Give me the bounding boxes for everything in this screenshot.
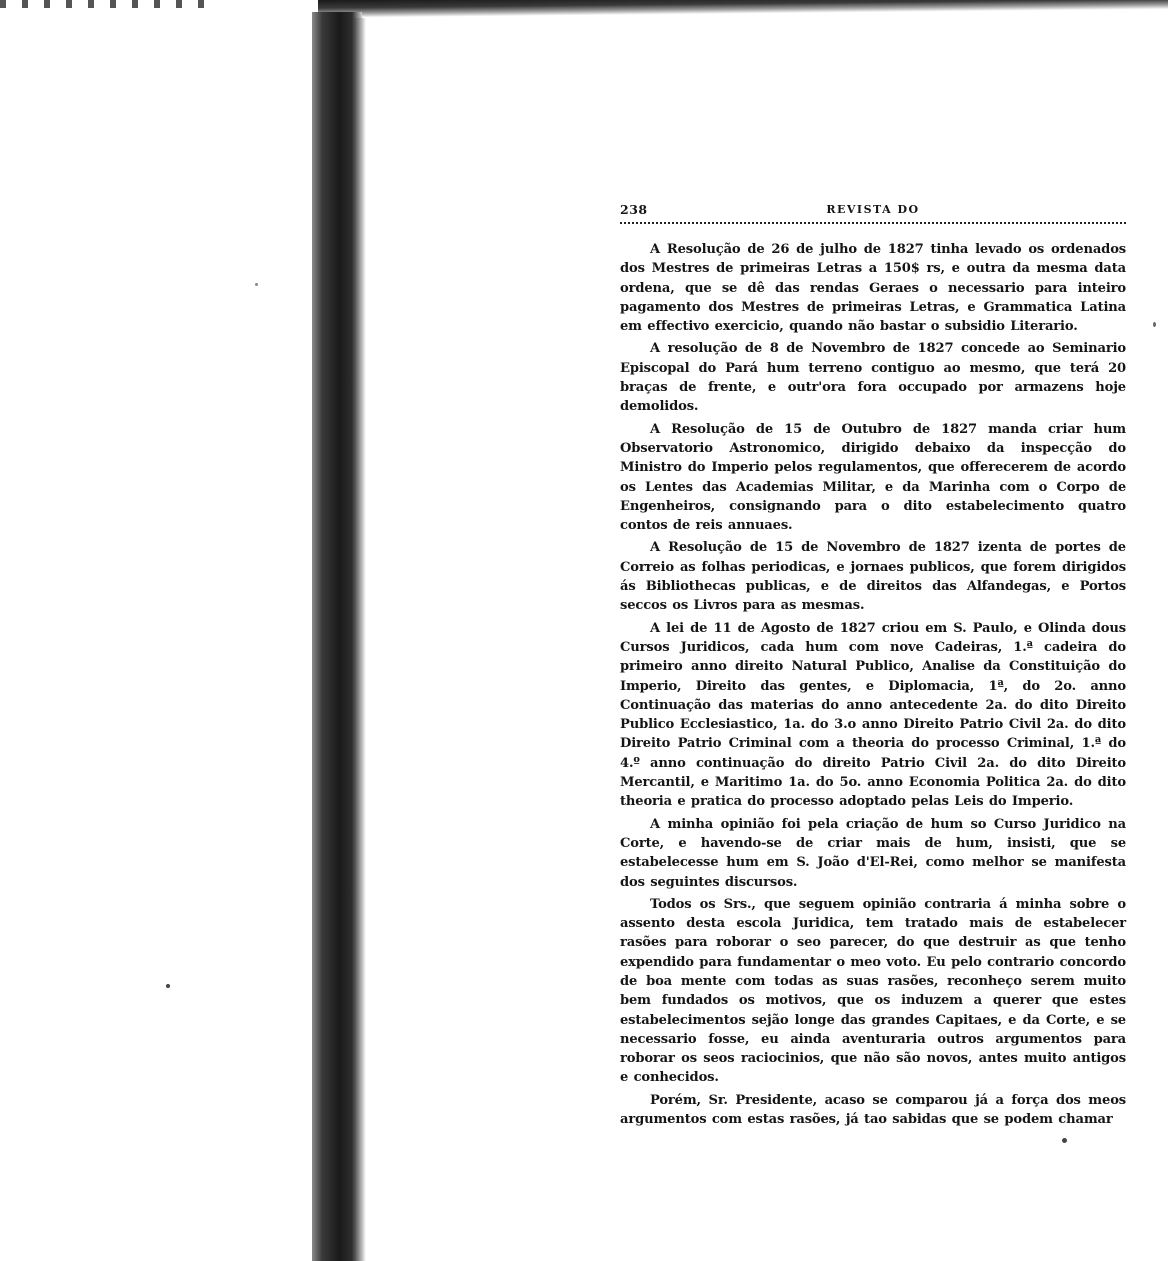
paragraph: Porém, Sr. Presidente, acaso se comparou já a força dos meos argumentos com estas rasões, já tao sabidas que se podem chamar (620, 1092, 1126, 1128)
paragraph: A lei de 11 de Agosto de 1827 criou em S. Paulo, e Olinda dous Cursos Juridicos, cada hum com nove Cadeiras, 1.ª cadeira do primeiro anno direito Natural Publico, Analise da Constituição do Imperio, Direito das gentes, e Diplomacia, 1ª, do 2o. anno Continuação das materias do anno antecedente 2a. do dito Direito Publico Ecclesiastico, 1a. do 3.o anno Direito Patrio Civil 2a. do dito Direito Patrio Criminal com a theoria do processo Criminal, 1.ª do 4.º anno continuação do direito Patrio Civil 2a. do dito Direito Mercantil, e Maritimo 1a. do 5o. anno Economia Politica 2a. do dito theoria e pratica do processo adoptado pelas Leis do Imperio. (620, 620, 1126, 810)
paragraph: A Resolução de 15 de Outubro de 1827 manda criar hum Observatorio Astronomico, dirigido debaixo da inspecção do Ministro do Imperio pelos regulamentos, que offerecerem de acordo os Lentes das Academias Militar, e da Marinha com o Corpo de Engenheiros, consignando para o dito estabelecimento quatro contos de reis annuaes. (620, 421, 1126, 534)
page-text-block (620, 200, 1126, 1132)
scan-edge-marks (0, 0, 220, 8)
dust-speck (255, 283, 258, 286)
running-head (620, 200, 1126, 220)
paragraph: Todos os Srs., que seguem opinião contraria á minha sobre o assento desta escola Juridica, tem tratado mais de estabelecer rasões para roborar o seo parecer, do que destruir as que tenho expendido para fundamentar o meo voto. Eu pelo contrario concordo de boa mente com todas as suas rasões, reconheço serem muito bem fundados os motivos, que os induzem a querer que estes estabelecimentos sejão longe das grandes Capitaes, e da Corte, e se necessario fosse, eu ainda aventuraria outros argumentos para roborar os seos raciocinios, que não são novos, antes muito antigos e conhecidos. (620, 896, 1126, 1086)
dust-speck (1062, 1138, 1067, 1143)
gutter-shadow (354, 18, 366, 1261)
paragraph: A Resolução de 26 de julho de 1827 tinha levado os ordenados dos Mestres de primeiras Letras a 150$ rs, e outra da mesma data ordena, que se dê das rendas Geraes o necessario para inteiro pagamento dos Mestres de primeiras Letras, e Grammatica Latina em effectivo exercicio, quando não bastar o subsidio Literario. (620, 242, 1126, 335)
paragraph: A Resolução de 15 de Novembro de 1827 izenta de portes de Correio as folhas periodicas, e jornaes publicos, que forem dirigidos ás Bibliothecas publicas, e de direitos das Alfandegas, e Portos seccos os Livros para as mesmas. (620, 540, 1126, 614)
book-top-edge-shadow (318, 0, 1168, 18)
dust-speck (166, 984, 170, 988)
header-rule (620, 222, 1126, 224)
running-title: REVISTA DO (826, 203, 920, 216)
paragraph: A resolução de 8 de Novembro de 1827 concede ao Seminario Episcopal do Pará hum terreno contiguo ao mesmo, que terá 20 braças de frente, e outr'ora fora occupado por armazens hoje demolidos. (620, 341, 1126, 415)
paragraph: A minha opinião foi pela criação de hum so Curso Juridico na Corte, e havendo-se de criar mais de hum, insisti, que se estabelecesse hum em S. João d'El-Rei, como melhor se manifesta dos seguintes discursos. (620, 816, 1126, 890)
dust-speck (1153, 322, 1156, 327)
page-number: 238 (620, 202, 648, 217)
